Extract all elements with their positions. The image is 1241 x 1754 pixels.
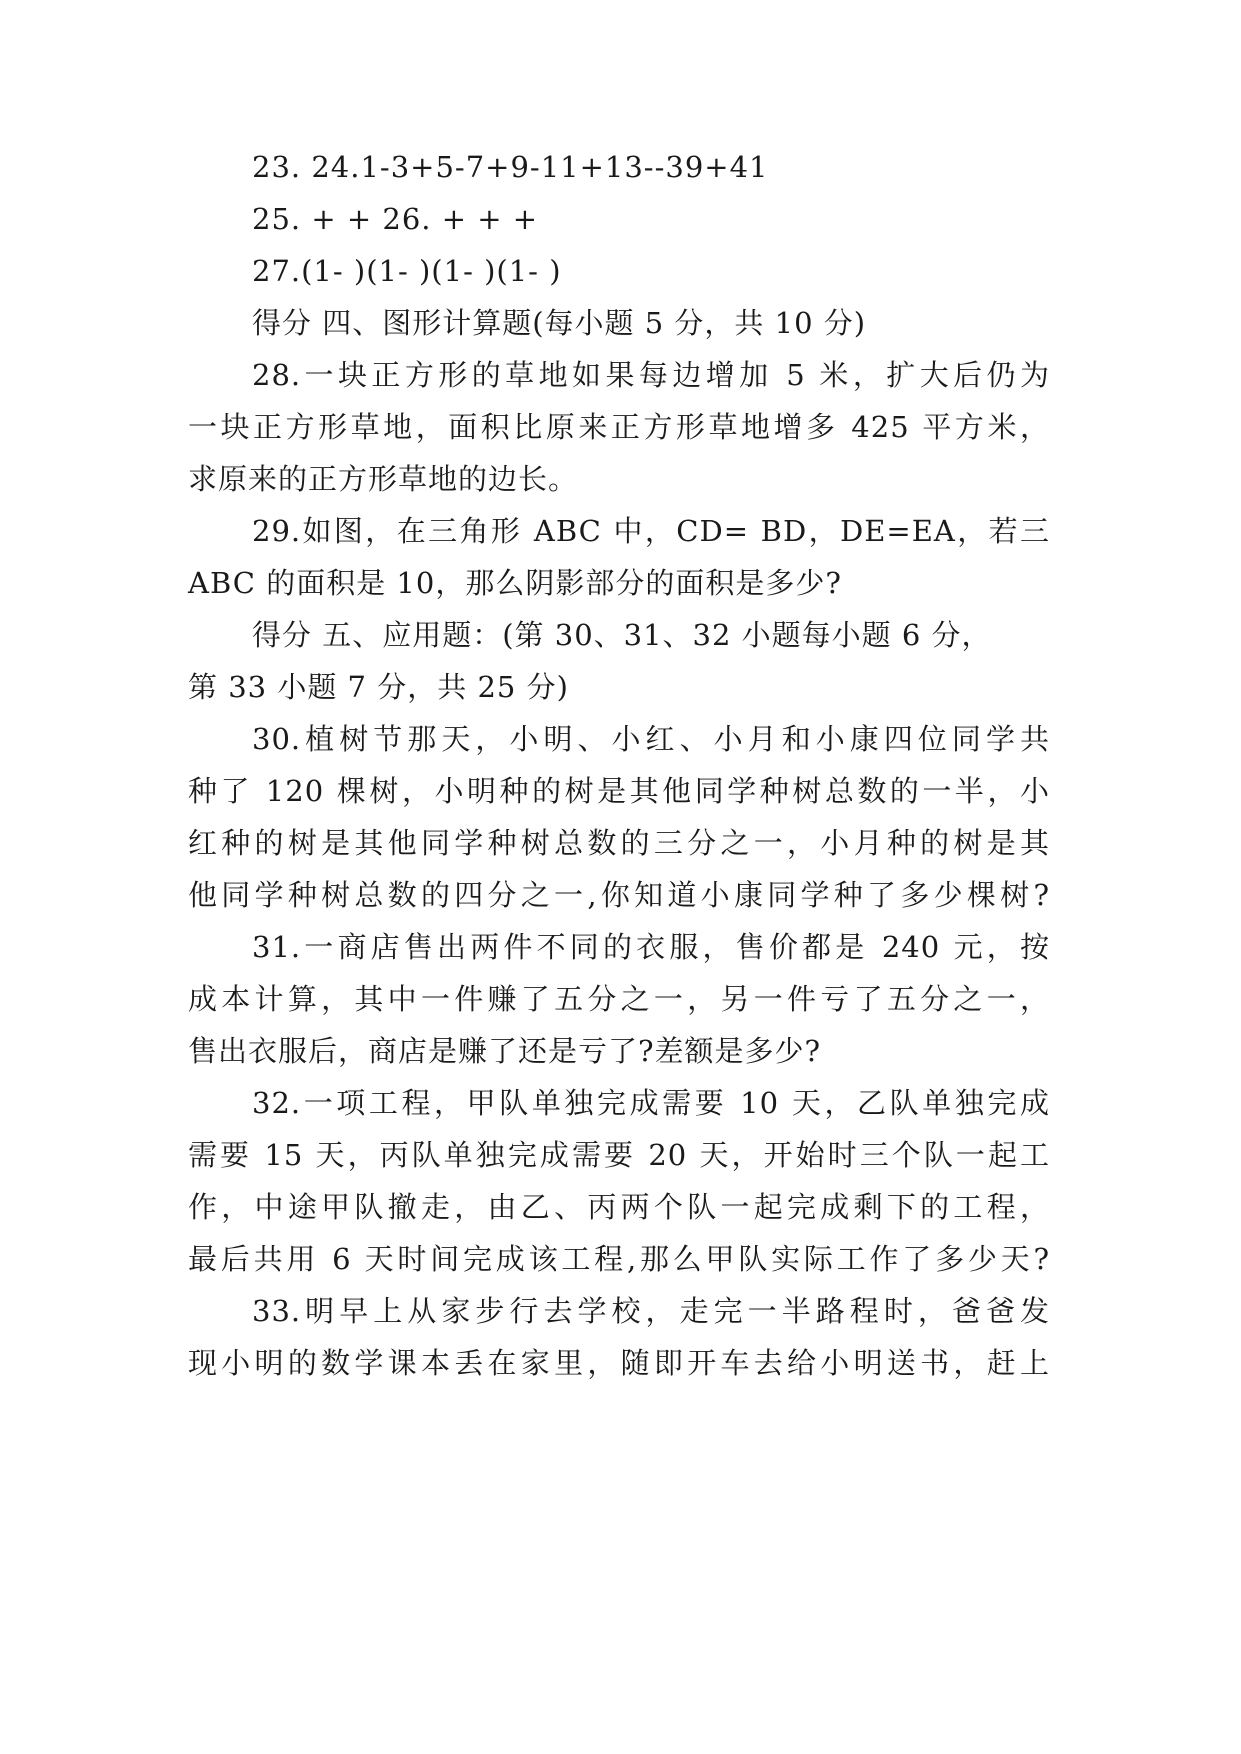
question-30-line-3: 红种的树是其他同学种树总数的三分之一，小月种的树是其: [188, 826, 1050, 860]
answer-line-25-26: 25. + + 26. + + +: [252, 202, 539, 236]
section-heading-5-line-1: 得分 五、应用题：(第 30、31、32 小题每小题 6 分，: [252, 618, 992, 652]
section-heading-5-line-2: 第 33 小题 7 分，共 25 分): [188, 670, 569, 704]
question-33-line-2: 现小明的数学课本丢在家里，随即开车去给小明送书，赶上: [188, 1346, 1050, 1380]
question-28-line-1: 28.一块正方形的草地如果每边增加 5 米，扩大后仍为: [252, 358, 1050, 392]
question-30-line-4: 他同学种树总数的四分之一,你知道小康同学种了多少棵树?: [188, 878, 1050, 912]
question-32-line-3: 作，中途甲队撤走，由乙、丙两个队一起完成剩下的工程，: [188, 1190, 1050, 1224]
question-32-line-1: 32.一项工程，甲队单独完成需要 10 天，乙队单独完成: [252, 1086, 1050, 1120]
question-29-line-1: 29.如图，在三角形 ABC 中，CD= BD，DE=EA，若三: [252, 514, 1050, 548]
question-28-line-2: 一块正方形草地，面积比原来正方形草地增多 425 平方米，: [188, 410, 1050, 444]
question-31-line-3: 售出衣服后，商店是赚了还是亏了?差额是多少?: [188, 1034, 822, 1068]
question-30-line-2: 种了 120 棵树，小明种的树是其他同学种树总数的一半，小: [188, 774, 1050, 808]
question-29-line-2: ABC 的面积是 10，那么阴影部分的面积是多少?: [188, 566, 842, 600]
section-heading-4: 得分 四、图形计算题(每小题 5 分，共 10 分): [252, 306, 867, 340]
question-32-line-4: 最后共用 6 天时间完成该工程,那么甲队实际工作了多少天?: [188, 1242, 1050, 1276]
answer-line-23-24: 23. 24.1-3+5-7+9-11+13--39+41: [252, 150, 769, 184]
question-28-line-3: 求原来的正方形草地的边长。: [188, 462, 579, 496]
question-33-line-1: 33.明早上从家步行去学校，走完一半路程时，爸爸发: [252, 1294, 1050, 1328]
question-32-line-2: 需要 15 天，丙队单独完成需要 20 天，开始时三个队一起工: [188, 1138, 1050, 1172]
question-31-line-1: 31.一商店售出两件不同的衣服，售价都是 240 元，按: [252, 930, 1050, 964]
question-31-line-2: 成本计算，其中一件赚了五分之一，另一件亏了五分之一，: [188, 982, 1050, 1016]
question-30-line-1: 30.植树节那天，小明、小红、小月和小康四位同学共: [252, 722, 1050, 756]
answer-line-27: 27.(1- )(1- )(1- )(1- ): [252, 254, 562, 288]
